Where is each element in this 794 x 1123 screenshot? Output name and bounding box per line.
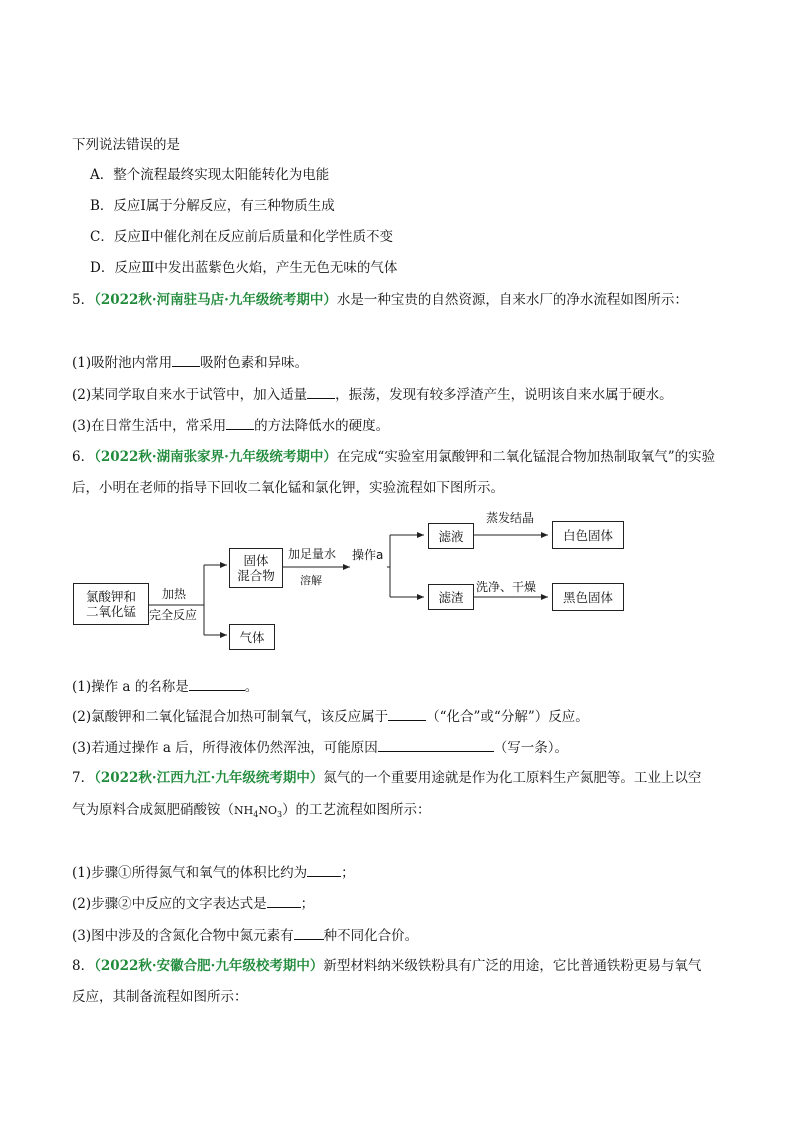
q7-stem-2-tail: ）的工艺流程如图所示： (282, 802, 431, 818)
q7-sub2 (72, 893, 314, 914)
q7-sub3 (72, 925, 418, 946)
q7-sub1-text: (1)步骤①所得氮气和氧气的体积比约为 (72, 865, 308, 881)
q6-sub2-text: (2)氯酸钾和二氧化锰混合加热可制氧气，该反应属于 (72, 709, 389, 725)
q6-sub3-tail: （写一条）。 (493, 740, 569, 756)
q6-number: 6． (72, 449, 95, 465)
q5-sub3-tail: 的方法降低水的硬度。 (254, 418, 390, 434)
q4-option-d: D．反应Ⅲ中发出蓝紫色火焰，产生无色无味的气体 (90, 260, 398, 276)
q6-sub1 (72, 676, 258, 697)
q5-sub1-text: (1)吸附池内常用 (72, 355, 173, 371)
flow-arrows (72, 515, 632, 655)
formula-sub-1: 4 (253, 810, 259, 820)
q7-sub3-text: (3)图中涉及的含氮化合物中氮元素有 (72, 928, 294, 944)
q7-header (72, 768, 701, 788)
q7-sub1-tail: ； (341, 865, 355, 881)
answer-blank[interactable] (172, 352, 200, 367)
q7-stem-1: 氮气的一个重要用途就是作为化工原料生产氮肥等。工业上以空 (323, 770, 702, 786)
dissolve-label: 溶解 (300, 574, 322, 587)
q7-source: （2022秋·江西九江·九年级统考期中） (94, 770, 324, 786)
q5-sub2-tail: ，振荡，发现有较多浮渣产生，说明该自来水属于硬水。 (335, 387, 673, 403)
formula-part-2: NO (258, 804, 277, 817)
q6-stem-2: 后，小明在老师的指导下回收二氧化锰和氯化钾，实验流程如下图所示。 (72, 480, 504, 496)
q6-flow-diagram (72, 511, 632, 655)
q5-sub2-text: (2)某同学取自来水于试管中，加入适量 (72, 387, 308, 403)
formula-part-1: NH (234, 804, 254, 817)
start-box (73, 583, 149, 625)
q8-source: （2022秋·安徽合肥·九年级校考期中） (94, 958, 324, 974)
heat-label: 加热 (162, 587, 187, 601)
q5-sub1 (72, 352, 308, 373)
q5-stem: 水是一种宝贵的自然资源，自来水厂的净水流程如图所示： (336, 292, 688, 308)
answer-blank[interactable] (307, 862, 341, 877)
q6-sub1-text: (1)操作 a 的名称是 (72, 679, 189, 695)
q5-sub3-text: (3)在日常生活中，常采用 (72, 418, 227, 434)
start-box-line2: 二氧化锰 (85, 604, 136, 619)
wash-dry-label: 洗净、干燥 (476, 580, 537, 594)
full-reaction-label: 完全反应 (149, 608, 198, 622)
answer-blank[interactable] (378, 737, 494, 752)
black-solid-box: 黑色固体 (552, 583, 624, 611)
q5-header (72, 290, 688, 310)
q7-number: 7． (72, 770, 95, 786)
start-box-line1: 氯酸钾和 (85, 589, 136, 604)
q4-option-b: B．反应Ⅰ属于分解反应，有三种物质生成 (90, 198, 335, 214)
q6-sub3-text: (3)若通过操作 a 后，所得液体仍然浑浊，可能原因 (72, 740, 378, 756)
formula-sub-2: 3 (276, 810, 283, 820)
q8-stem-2: 反应，其制备流程如图所示： (72, 989, 248, 1005)
answer-blank[interactable] (388, 706, 426, 721)
operation-a-label: 操作a (352, 548, 384, 562)
q6-header (72, 447, 715, 467)
solid-mixture-box (229, 548, 283, 588)
q5-sub2 (72, 384, 673, 405)
answer-blank[interactable] (267, 893, 301, 908)
q7-stem-2 (72, 800, 431, 825)
answer-blank[interactable] (294, 925, 324, 940)
q6-sub2 (72, 706, 589, 727)
q5-sub1-tail: 吸附色素和异味。 (200, 355, 309, 371)
residue-box: 滤渣 (428, 584, 474, 610)
q4-option-a: A．整个流程最终实现太阳能转化为电能 (90, 167, 330, 183)
evaporate-label: 蒸发结晶 (486, 511, 535, 525)
white-solid-box: 白色固体 (552, 521, 624, 549)
q5-source: （2022秋·河南驻马店·九年级统考期中） (94, 292, 337, 308)
q8-header (72, 956, 701, 976)
q7-sub1 (72, 862, 355, 883)
q6-stem-1: 在完成“实验室用氯酸钾和二氧化锰混合物加热制取氧气”的实验 (336, 449, 716, 465)
q4-option-c: C．反应Ⅱ中催化剂在反应前后质量和化学性质不变 (90, 229, 394, 245)
q8-stem-1: 新型材料纳米级铁粉具有广泛的用途，它比普通铁粉更易与氧气 (323, 958, 702, 974)
answer-blank[interactable] (307, 384, 335, 399)
solid-box-line1: 固体 (243, 553, 269, 568)
q7-sub2-tail: ； (300, 896, 315, 912)
q6-sub2-tail: （“化合”或“分解”）反应。 (426, 709, 589, 725)
answer-blank[interactable] (226, 415, 254, 430)
q7-sub3-tail: 种不同化合价。 (323, 928, 419, 944)
q4-stem: 下列说法错误的是 (72, 137, 180, 153)
q5-number: 5． (72, 292, 95, 308)
add-water-label: 加足量水 (288, 547, 337, 561)
q6-sub1-tail: 。 (244, 679, 259, 695)
answer-blank[interactable] (189, 676, 245, 691)
gas-box: 气体 (229, 624, 275, 650)
q7-stem-2-text: 气为原料合成氮肥硝酸铵（ (72, 802, 234, 818)
q5-sub3 (72, 415, 389, 436)
filtrate-box: 滤液 (428, 523, 474, 549)
solid-box-line2: 混合物 (237, 568, 275, 583)
q6-source: （2022秋·湖南张家界·九年级统考期中） (94, 449, 337, 465)
ammonium-nitrate-formula (234, 804, 283, 820)
q8-number: 8． (72, 958, 95, 974)
q7-sub2-text: (2)步骤②中反应的文字表达式是 (72, 896, 267, 912)
q6-sub3 (72, 737, 568, 758)
